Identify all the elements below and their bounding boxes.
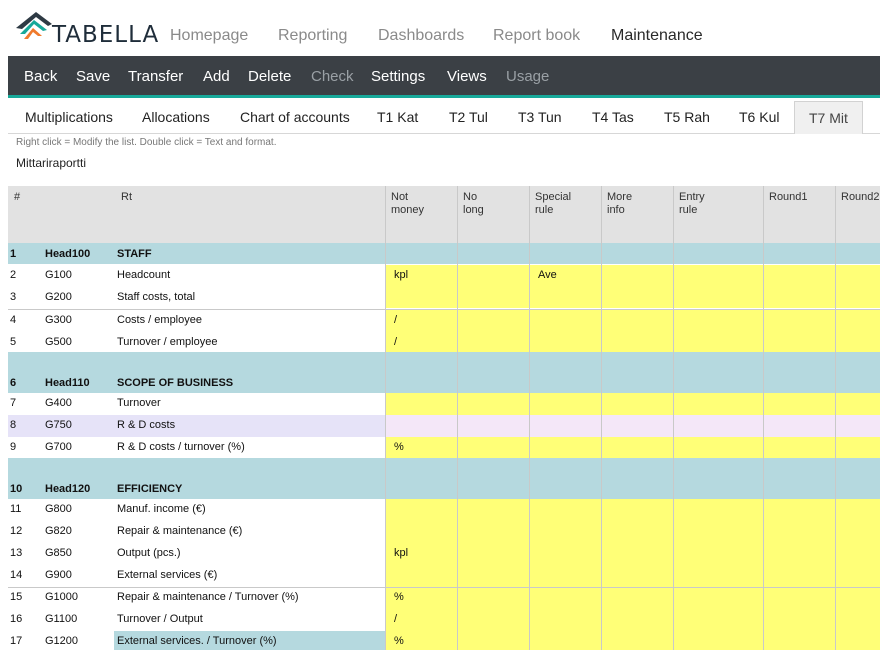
row-number-cell[interactable]: 12: [8, 521, 44, 543]
attribute-cells[interactable]: [385, 499, 880, 521]
table-row[interactable]: [8, 609, 880, 631]
tab-t7-mit[interactable]: T7 Mit: [794, 101, 863, 134]
tab-t6-kul[interactable]: T6 Kul: [739, 109, 780, 125]
nav-report-book[interactable]: Report book: [493, 27, 581, 44]
add-button[interactable]: Add: [203, 68, 230, 85]
column-divider: [835, 186, 836, 650]
column-header-not-money[interactable]: Not money: [391, 191, 425, 216]
nav-reporting[interactable]: Reporting: [278, 27, 348, 44]
column-header-round2[interactable]: Round2: [841, 191, 880, 203]
app-header: [0, 0, 880, 56]
attribute-cells[interactable]: [385, 310, 880, 332]
row-name-cell[interactable]: External services (€): [114, 565, 385, 587]
row-number-cell[interactable]: 6: [8, 352, 44, 393]
not-money-cell[interactable]: kpl: [394, 547, 409, 559]
row-code-cell[interactable]: G100: [44, 265, 114, 287]
attribute-cells[interactable]: [385, 265, 880, 287]
table-row[interactable]: [8, 565, 880, 587]
row-code-cell[interactable]: Head110: [44, 352, 114, 393]
report-name: Mittariraportti: [16, 156, 87, 170]
attribute-cells[interactable]: [385, 352, 880, 393]
row-name-cell[interactable]: EFFICIENCY: [114, 458, 385, 499]
usage-hint: Right click = Modify the list. Double click = Text and format.: [16, 137, 277, 148]
row-number-cell[interactable]: 17: [8, 631, 44, 650]
row-code-cell[interactable]: Head120: [44, 458, 114, 499]
row-code-cell[interactable]: G400: [44, 393, 114, 415]
not-money-cell[interactable]: %: [394, 635, 404, 647]
tab-t2-tul[interactable]: T2 Tul: [449, 109, 488, 125]
attribute-cells[interactable]: [385, 415, 880, 437]
views-button[interactable]: Views: [447, 68, 487, 85]
not-money-cell[interactable]: /: [394, 613, 398, 625]
row-code-cell[interactable]: G1200: [44, 631, 114, 650]
table-row[interactable]: [8, 310, 880, 332]
not-money-cell[interactable]: %: [394, 441, 404, 453]
report-grid: [8, 186, 880, 650]
row-code-cell[interactable]: G1000: [44, 587, 114, 609]
tab-chart-of-accounts[interactable]: Chart of accounts: [240, 109, 350, 125]
column-divider: [529, 186, 530, 650]
row-number-cell[interactable]: 10: [8, 458, 44, 499]
column-divider: [385, 186, 386, 650]
attribute-cells[interactable]: [385, 458, 880, 499]
nav-homepage[interactable]: Homepage: [170, 27, 249, 44]
row-number-cell[interactable]: 4: [8, 310, 44, 332]
row-number-cell[interactable]: 13: [8, 543, 44, 565]
delete-button[interactable]: Delete: [248, 68, 292, 85]
attribute-cells[interactable]: [385, 543, 880, 565]
column-header-more-info[interactable]: More info: [607, 191, 633, 216]
row-number-cell[interactable]: 1: [8, 243, 44, 264]
back-button[interactable]: Back: [24, 68, 58, 85]
column-divider: [763, 186, 764, 650]
row-number-cell[interactable]: 16: [8, 609, 44, 631]
row-code-cell[interactable]: G1100: [44, 609, 114, 631]
table-row[interactable]: [8, 393, 880, 415]
column-divider: [457, 186, 458, 650]
row-divider: [8, 309, 880, 310]
row-name-cell[interactable]: Turnover / Output: [114, 609, 385, 631]
group-header-row[interactable]: [8, 352, 880, 393]
row-name-cell[interactable]: Turnover: [114, 393, 385, 415]
table-row[interactable]: [8, 543, 880, 565]
row-code-cell[interactable]: Head100: [44, 243, 114, 264]
row-number-cell[interactable]: 9: [8, 437, 44, 458]
nav-maintenance[interactable]: Maintenance: [611, 27, 703, 44]
nav-dashboards[interactable]: Dashboards: [378, 27, 465, 44]
row-number-cell[interactable]: 15: [8, 587, 44, 609]
not-money-cell[interactable]: kpl: [394, 269, 409, 281]
save-button[interactable]: Save: [76, 68, 111, 85]
group-header-row[interactable]: [8, 458, 880, 499]
action-toolbar: [8, 56, 880, 98]
column-divider: [673, 186, 674, 650]
table-row[interactable]: [8, 521, 880, 543]
row-number-cell[interactable]: 5: [8, 332, 44, 353]
table-row[interactable]: [8, 332, 880, 353]
transfer-button[interactable]: Transfer: [128, 68, 184, 85]
tab-t5-rah[interactable]: T5 Rah: [664, 109, 710, 125]
tab-t3-tun[interactable]: T3 Tun: [518, 109, 562, 125]
special-rule-cell[interactable]: Ave: [538, 269, 557, 281]
row-number-cell[interactable]: 3: [8, 287, 44, 308]
row-name-cell[interactable]: Repair & maintenance / Turnover (%): [114, 587, 385, 609]
row-name-cell[interactable]: Headcount: [114, 265, 385, 287]
row-name-cell[interactable]: R & D costs / turnover (%): [114, 437, 385, 458]
row-code-cell[interactable]: G850: [44, 543, 114, 565]
attribute-cells[interactable]: [385, 521, 880, 543]
column-header-number[interactable]: #: [14, 191, 21, 203]
column-header-entry-rule[interactable]: Entry rule: [679, 191, 705, 216]
row-code-cell[interactable]: G300: [44, 310, 114, 332]
row-name-cell[interactable]: External services. / Turnover (%): [114, 631, 385, 650]
row-number-cell[interactable]: 8: [8, 415, 44, 437]
attribute-cells[interactable]: [385, 631, 880, 650]
attribute-cells[interactable]: [385, 609, 880, 631]
attribute-cells[interactable]: [385, 587, 880, 609]
table-row[interactable]: [8, 437, 880, 458]
column-divider: [601, 186, 602, 650]
not-money-cell[interactable]: /: [394, 336, 398, 348]
attribute-cells[interactable]: [385, 565, 880, 587]
attribute-cells[interactable]: [385, 437, 880, 458]
row-name-cell[interactable]: SCOPE OF BUSINESS: [114, 352, 385, 393]
usage-button[interactable]: Usage: [506, 68, 550, 85]
row-name-cell[interactable]: Repair & maintenance (€): [114, 521, 385, 543]
row-divider: [8, 587, 880, 588]
row-code-cell[interactable]: G200: [44, 287, 114, 308]
column-header-round1[interactable]: Round1: [769, 191, 808, 203]
grid-header: [8, 186, 880, 243]
row-code-cell[interactable]: G750: [44, 415, 114, 437]
tab-allocations[interactable]: Allocations: [142, 109, 210, 125]
brand-name: TABELLA: [52, 22, 160, 48]
attribute-cells[interactable]: [385, 287, 880, 308]
row-name-cell[interactable]: Manuf. income (€): [114, 499, 385, 521]
tab-t4-tas[interactable]: T4 Tas: [592, 109, 634, 125]
column-header-rt[interactable]: Rt: [121, 191, 132, 203]
row-number-cell[interactable]: 14: [8, 565, 44, 587]
tab-multiplications[interactable]: Multiplications: [25, 109, 113, 125]
row-code-cell[interactable]: G820: [44, 521, 114, 543]
tab-t1-kat[interactable]: T1 Kat: [377, 109, 419, 125]
column-header-special-rule[interactable]: Special rule: [535, 191, 572, 216]
row-name-cell[interactable]: Output (pcs.): [114, 543, 385, 565]
row-number-cell[interactable]: 2: [8, 265, 44, 287]
table-row[interactable]: [8, 415, 880, 437]
attribute-cells[interactable]: [385, 393, 880, 415]
check-button[interactable]: Check: [311, 68, 354, 85]
tab-bar: [8, 101, 880, 134]
not-money-cell[interactable]: %: [394, 591, 404, 603]
row-code-cell[interactable]: G500: [44, 332, 114, 353]
not-money-cell[interactable]: /: [394, 314, 398, 326]
table-row[interactable]: [8, 287, 880, 308]
row-name-cell[interactable]: R & D costs: [114, 415, 385, 437]
table-row[interactable]: [8, 265, 880, 287]
row-name-cell[interactable]: Staff costs, total: [114, 287, 385, 308]
table-row[interactable]: [8, 631, 880, 650]
row-code-cell[interactable]: G800: [44, 499, 114, 521]
row-code-cell[interactable]: G900: [44, 565, 114, 587]
attribute-cells[interactable]: [385, 332, 880, 353]
attribute-cells[interactable]: [385, 243, 880, 264]
column-header-no-long[interactable]: No long: [463, 191, 484, 216]
row-number-cell[interactable]: 7: [8, 393, 44, 415]
table-row[interactable]: [8, 587, 880, 609]
table-row[interactable]: [8, 499, 880, 521]
row-name-cell[interactable]: Costs / employee: [114, 310, 385, 332]
group-header-row[interactable]: [8, 243, 880, 264]
row-name-cell[interactable]: STAFF: [114, 243, 385, 264]
row-code-cell[interactable]: G700: [44, 437, 114, 458]
row-number-cell[interactable]: 11: [8, 499, 44, 521]
settings-button[interactable]: Settings: [371, 68, 426, 85]
row-name-cell[interactable]: Turnover / employee: [114, 332, 385, 353]
